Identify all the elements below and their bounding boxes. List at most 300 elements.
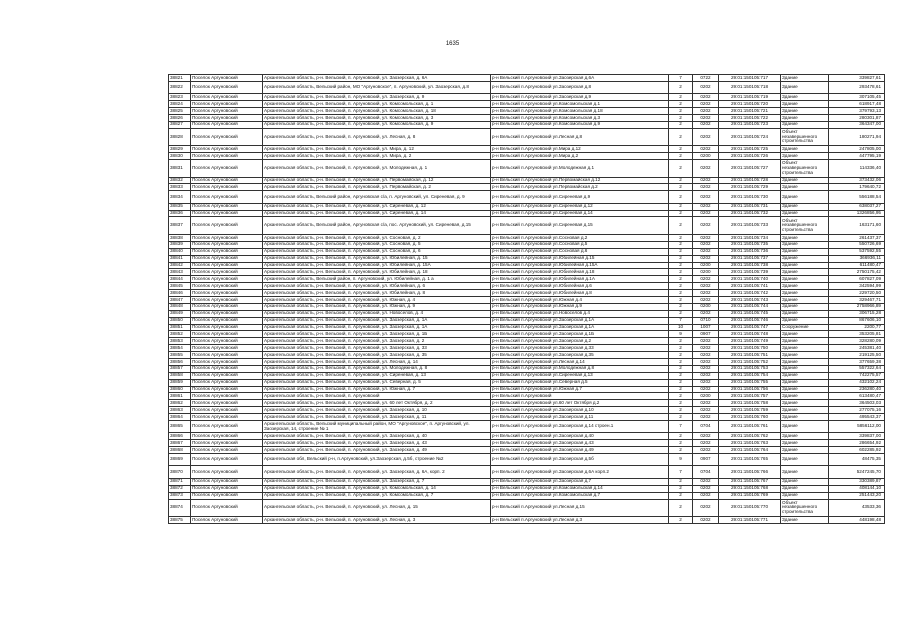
short-address-cell: р-н Вельский п.Аргуновский ул.Лесная д.14: [491, 359, 669, 366]
cadastral-number-cell: 29:01:150105:750: [719, 345, 781, 352]
row-id-cell: 38870: [169, 466, 191, 478]
group-cell: 2: [669, 310, 693, 317]
address-cell: Архангельская область, р-н. Вельский, п. Аргуновский: [263, 393, 491, 400]
subgroup-cell: 0202: [693, 210, 719, 217]
subgroup-cell: 0202: [693, 146, 719, 153]
cadastral-value-cell: 339827,61: [829, 75, 885, 82]
settlement-cell: Поселок Аргуновский: [191, 108, 263, 115]
object-type-cell: Здание: [781, 153, 829, 160]
row-id-cell: 38840: [169, 248, 191, 255]
cadastral-value-cell: 330389,87: [829, 478, 885, 485]
cadastral-value-cell: 306715,28: [829, 310, 885, 317]
table-row: [169, 75, 885, 82]
object-type-cell: Здание: [781, 121, 829, 128]
short-address-cell: р-н Вельский п.Аргуновский ул.Комсомольская д.7: [491, 492, 669, 499]
cadastral-number-cell: 29:01:150105:738: [719, 262, 781, 269]
short-address-cell: р-н Вельский п.Аргуновский ул.Первомайская д.12: [491, 177, 669, 184]
cadastral-value-cell: 342594,99: [829, 283, 885, 290]
table-row: [169, 191, 885, 203]
settlement-cell: Поселок Аргуновский: [191, 338, 263, 345]
object-type-cell: Здание: [781, 414, 829, 421]
object-type-cell: Здание: [781, 269, 829, 276]
subgroup-cell: 0202: [693, 386, 719, 393]
cadastral-value-cell: 364347,00: [829, 121, 885, 128]
object-type-cell: Здание: [781, 359, 829, 366]
settlement-cell: Поселок Аргуновский: [191, 81, 263, 93]
object-type-cell: Здание: [781, 94, 829, 101]
cadastral-number-cell: 29:01:150105:768: [719, 485, 781, 492]
subgroup-cell: 0202: [693, 296, 719, 303]
settlement-cell: Поселок Аргуновский: [191, 290, 263, 297]
settlement-cell: Поселок Аргуновский: [191, 248, 263, 255]
object-type-cell: Здание: [781, 101, 829, 108]
row-id-cell: 38824: [169, 101, 191, 108]
settlement-cell: Поселок Аргуновский: [191, 414, 263, 421]
settlement-cell: Поселок Аргуновский: [191, 317, 263, 324]
short-address-cell: р-н Вельский п.Аргуновский ул.Мира д.12: [491, 146, 669, 153]
cadastral-value-cell: 5247245,70: [829, 466, 885, 478]
cadastral-number-cell: 29:01:150105:731: [719, 203, 781, 210]
cadastral-number-cell: 29:01:150105:743: [719, 296, 781, 303]
subgroup-cell: 0202: [693, 352, 719, 359]
subgroup-cell: 0202: [693, 440, 719, 447]
subgroup-cell: 0202: [693, 345, 719, 352]
subgroup-cell: 0202: [693, 447, 719, 454]
table-row: [169, 499, 885, 517]
table-row: [169, 210, 885, 217]
table-row: [169, 177, 885, 184]
table-row: [169, 414, 885, 421]
cadastral-value-cell: 277075,16: [829, 407, 885, 414]
group-cell: 2: [669, 433, 693, 440]
subgroup-cell: 0202: [693, 414, 719, 421]
group-cell: 2: [669, 241, 693, 248]
table-row: [169, 217, 885, 235]
table-row: [169, 184, 885, 191]
cadastral-value-cell: 377659,38: [829, 359, 885, 366]
settlement-cell: Поселок Аргуновский: [191, 184, 263, 191]
cadastral-number-cell: 29:01:150105:742: [719, 290, 781, 297]
short-address-cell: р-н Вельский п.Аргуновский ул.Заозерская д.1А: [491, 324, 669, 331]
cadastral-number-cell: 29:01:150105:728: [719, 177, 781, 184]
table-row: [169, 324, 885, 331]
row-id-cell: 38831: [169, 160, 191, 178]
object-type-cell: Здание: [781, 114, 829, 121]
cadastral-number-cell: 29:01:150105:744: [719, 303, 781, 310]
address-cell: Архангельская область, р-н. Вельский, п. Аргуновский, ул. Юбилейная, д. 8: [263, 290, 491, 297]
address-cell: Архангельская область, р-н. Вельский, п. Аргуновский, ул. Заозерская, д. 2: [263, 338, 491, 345]
object-type-cell: Объект незавершенного строительства: [781, 160, 829, 178]
row-id-cell: 38861: [169, 393, 191, 400]
object-type-cell: Здание: [781, 290, 829, 297]
subgroup-cell: 0907: [693, 331, 719, 338]
cadastral-value-cell: 408144,10: [829, 485, 885, 492]
cadastral-number-cell: 29:01:150105:755: [719, 379, 781, 386]
cadastral-number-cell: 29:01:150105:758: [719, 400, 781, 407]
settlement-cell: Поселок Аргуновский: [191, 75, 263, 82]
cadastral-number-cell: 29:01:150105:747: [719, 324, 781, 331]
short-address-cell: р-н Вельский п.Аргуновский ул.Сиреневая д.15: [491, 217, 669, 235]
object-type-cell: Здание: [781, 203, 829, 210]
subgroup-cell: 0202: [693, 365, 719, 372]
subgroup-cell: 0202: [693, 255, 719, 262]
cadastral-value-cell: 611480,47: [829, 262, 885, 269]
table-row: [169, 372, 885, 379]
address-cell: Архангельская область, р-н. Вельский, п. Аргуновский, ул. Лесная, д. 3: [263, 517, 491, 524]
settlement-cell: Поселок Аргуновский: [191, 466, 263, 478]
cadastral-number-cell: 29:01:150105:749: [719, 338, 781, 345]
group-cell: 7: [669, 466, 693, 478]
cadastral-value-cell: 366936,11: [829, 255, 885, 262]
short-address-cell: р-н Вельский п.Аргуновский ул.Сосновая д.6: [491, 248, 669, 255]
cadastral-value-cell: 236280,40: [829, 386, 885, 393]
cadastral-value-cell: 293478,61: [829, 81, 885, 93]
group-cell: 2: [669, 414, 693, 421]
address-cell: Архангельская область, р-н. Вельский, п. Аргуновский, ул. Заозерская, д. 9: [263, 94, 491, 101]
group-cell: 2: [669, 217, 693, 235]
subgroup-cell: 0202: [693, 372, 719, 379]
table-row: [169, 303, 885, 310]
row-id-cell: 38869: [169, 454, 191, 466]
group-cell: 2: [669, 269, 693, 276]
address-cell: Архангельская область, р-н. Вельский, п. Аргуновский, ул. Первомайская, д. 2: [263, 184, 491, 191]
settlement-cell: Поселок Аргуновский: [191, 433, 263, 440]
row-id-cell: 38854: [169, 345, 191, 352]
address-cell: Архангельская область, р-н. Вельский, п. Аргуновский, ул. Сиреневая, д. 12: [263, 203, 491, 210]
row-id-cell: 38868: [169, 447, 191, 454]
address-cell: Архангельская область, р-н. Вельский, п. Аргуновский, ул. Северная, д. 5: [263, 379, 491, 386]
object-type-cell: Объект незавершенного строительства: [781, 128, 829, 146]
group-cell: 2: [669, 345, 693, 352]
row-id-cell: 38860: [169, 386, 191, 393]
table-row: [169, 440, 885, 447]
object-type-cell: Здание: [781, 386, 829, 393]
row-id-cell: 38872: [169, 485, 191, 492]
short-address-cell: р-н Вельский п.Аргуновский ул.Заозерская д.49: [491, 447, 669, 454]
address-cell: Архангельская область, р-н. Вельский, п. Аргуновский, ул. Сосновая, д. 5: [263, 241, 491, 248]
row-id-cell: 38866: [169, 433, 191, 440]
settlement-cell: Поселок Аргуновский: [191, 234, 263, 241]
row-id-cell: 38842: [169, 262, 191, 269]
table-row: [169, 94, 885, 101]
short-address-cell: р-н Вельский п.Аргуновский ул.Сиреневая д.13: [491, 372, 669, 379]
cadastral-number-cell: 29:01:150105:735: [719, 241, 781, 248]
cadastral-value-cell: 1326856,95: [829, 210, 885, 217]
address-cell: Архангельская область, р-н. Вельский, п. Аргуновский, ул. Заозерская, д. 1А: [263, 317, 491, 324]
cadastral-number-cell: 29:01:150105:766: [719, 466, 781, 478]
settlement-cell: Поселок Аргуновский: [191, 160, 263, 178]
short-address-cell: р-н Вельский п.Аргуновский ул.Мира д.2: [491, 153, 669, 160]
object-type-cell: Здание: [781, 352, 829, 359]
short-address-cell: р-н Вельский п.Аргуновский ул.Заозерская д.6А: [491, 75, 669, 82]
settlement-cell: Поселок Аргуновский: [191, 153, 263, 160]
cadastral-number-cell: 29:01:150105:736: [719, 248, 781, 255]
address-cell: Архангельская область, р-н. Вельский, п. Аргуновский, ул. Мира, д. 12: [263, 146, 491, 153]
address-cell: Архангельская область, Вельский район, Аргуновская с/а, пос. Аргуновский, ул. Сиреневая, д.15: [263, 217, 491, 235]
table-row: [169, 128, 885, 146]
group-cell: 2: [669, 94, 693, 101]
cadastral-number-cell: 29:01:150105:717: [719, 75, 781, 82]
table-row: [169, 255, 885, 262]
row-id-cell: 38836: [169, 210, 191, 217]
subgroup-cell: 0710: [693, 317, 719, 324]
group-cell: 2: [669, 296, 693, 303]
short-address-cell: р-н Вельский п.Аргуновский ул.Заозерская д.6А корп.2: [491, 466, 669, 478]
short-address-cell: р-н Вельский п.Аргуновский ул.Заозерская д.5б: [491, 454, 669, 466]
row-id-cell: 38871: [169, 478, 191, 485]
group-cell: 2: [669, 440, 693, 447]
short-address-cell: р-н Вельский п.Аргуновский ул.Юбилейная д.15А: [491, 262, 669, 269]
row-id-cell: 38873: [169, 492, 191, 499]
group-cell: 2: [669, 153, 693, 160]
object-type-cell: Здание: [781, 81, 829, 93]
cadastral-number-cell: 29:01:150105:763: [719, 440, 781, 447]
address-cell: Архангельская область, р-н. Вельский, п. Аргуновский, ул. Лесная, д. 15: [263, 499, 491, 517]
settlement-cell: Поселок Аргуновский: [191, 379, 263, 386]
settlement-cell: Поселок Аргуновский: [191, 359, 263, 366]
group-cell: 2: [669, 262, 693, 269]
table-row: [169, 454, 885, 466]
address-cell: Архангельская область, р-н. Вельский, п. Аргуновский, ул. Южная, д. 9: [263, 303, 491, 310]
table-row: [169, 234, 885, 241]
subgroup-cell: 0704: [693, 466, 719, 478]
object-type-cell: Здание: [781, 241, 829, 248]
subgroup-cell: 0202: [693, 338, 719, 345]
cadastral-number-cell: 29:01:150105:723: [719, 121, 781, 128]
table-row: [169, 269, 885, 276]
subgroup-cell: 0704: [693, 421, 719, 433]
object-type-cell: Здание: [781, 447, 829, 454]
settlement-cell: Поселок Аргуновский: [191, 283, 263, 290]
subgroup-cell: 0202: [693, 400, 719, 407]
group-cell: 2: [669, 203, 693, 210]
row-id-cell: 38825: [169, 108, 191, 115]
group-cell: 2: [669, 485, 693, 492]
row-id-cell: 38844: [169, 276, 191, 283]
row-id-cell: 38822: [169, 81, 191, 93]
row-id-cell: 38867: [169, 440, 191, 447]
table-row: [169, 114, 885, 121]
table-row: [169, 283, 885, 290]
row-id-cell: 38829: [169, 146, 191, 153]
row-id-cell: 38850: [169, 317, 191, 324]
settlement-cell: Поселок Аргуновский: [191, 345, 263, 352]
object-type-cell: Здание: [781, 146, 829, 153]
cadastral-value-cell: 537592,55: [829, 248, 885, 255]
row-id-cell: 38821: [169, 75, 191, 82]
subgroup-cell: 0202: [693, 276, 719, 283]
group-cell: 2: [669, 128, 693, 146]
cadastral-value-cell: 2750175,42: [829, 269, 885, 276]
cadastral-value-cell: 163171,60: [829, 217, 885, 235]
object-type-cell: Здание: [781, 407, 829, 414]
page-number: 1635: [445, 41, 460, 47]
cadastral-number-cell: 29:01:150105:719: [719, 94, 781, 101]
cadastral-value-cell: 179640,72: [829, 184, 885, 191]
short-address-cell: р-н Вельский п.Аргуновский ул.Сиреневая д.9: [491, 191, 669, 203]
table-row: [169, 517, 885, 524]
short-address-cell: р-н Вельский п.Аргуновский ул.Заозерская д.33: [491, 345, 669, 352]
table-row: [169, 331, 885, 338]
group-cell: 2: [669, 177, 693, 184]
cadastral-number-cell: 29:01:150105:740: [719, 276, 781, 283]
row-id-cell: 38837: [169, 217, 191, 235]
subgroup-cell: 0202: [693, 217, 719, 235]
settlement-cell: Поселок Аргуновский: [191, 191, 263, 203]
address-cell: Архангельская область, р-н. Вельский, п. Аргуновский, ул. Сиреневая, д. 13: [263, 372, 491, 379]
row-id-cell: 38858: [169, 372, 191, 379]
table-row: [169, 478, 885, 485]
settlement-cell: Поселок Аргуновский: [191, 324, 263, 331]
cadastral-value-cell: 5856112,00: [829, 421, 885, 433]
cadastral-number-cell: 29:01:150105:725: [719, 146, 781, 153]
short-address-cell: р-н Вельский п.Аргуновский ул.Сосновая д.2: [491, 234, 669, 241]
settlement-cell: Поселок Аргуновский: [191, 352, 263, 359]
group-cell: 2: [669, 372, 693, 379]
cadastral-number-cell: 29:01:150105:733: [719, 217, 781, 235]
table-row: [169, 433, 885, 440]
subgroup-cell: 0202: [693, 114, 719, 121]
address-cell: Архангельская область, р-н. Вельский, п. Аргуновский, ул. Южная, д. 7: [263, 386, 491, 393]
address-cell: Архангельская область, р-н. Вельский, п. Аргуновский, ул. 60 лет Октября, д. 2: [263, 400, 491, 407]
cadastral-value-cell: 339837,00: [829, 433, 885, 440]
cadastral-value-cell: 180271,94: [829, 128, 885, 146]
cadastral-value-cell: 2200,77: [829, 324, 885, 331]
cadastral-number-cell: 29:01:150105:729: [719, 184, 781, 191]
short-address-cell: р-н Вельский п.Аргуновский ул.Южная д.7: [491, 386, 669, 393]
cadastral-value-cell: 353205,81: [829, 331, 885, 338]
cadastral-value-cell: 247805,00: [829, 146, 885, 153]
address-cell: Архангельская область, Вельский муниципальный район, МО "Аргуновское", п. Аргуновский, ул. Заозерская, 14, строение № 1: [263, 421, 491, 433]
settlement-cell: Поселок Аргуновский: [191, 128, 263, 146]
object-type-cell: Здание: [781, 492, 829, 499]
short-address-cell: р-н Вельский п.Аргуновский ул.Юбилейная д.8: [491, 290, 669, 297]
cadastral-number-cell: 29:01:150105:762: [719, 433, 781, 440]
address-cell: Архангельская область, р-н. Вельский, п. Аргуновский, ул. Заозерская, д. 7: [263, 478, 491, 485]
cadastral-number-cell: 29:01:150105:726: [719, 153, 781, 160]
short-address-cell: р-н Вельский п.Аргуновский ул.60 лет Октября д.2: [491, 400, 669, 407]
subgroup-cell: 0200: [693, 393, 719, 400]
short-address-cell: р-н Вельский п.Аргуновский ул.Молодежная д.1: [491, 160, 669, 178]
address-cell: Архангельская область, р-н. Вельский, п. Аргуновский, ул. Мира, д. 2: [263, 153, 491, 160]
row-id-cell: 38848: [169, 303, 191, 310]
object-type-cell: Сооружение: [781, 324, 829, 331]
subgroup-cell: 0722: [693, 75, 719, 82]
short-address-cell: р-н Вельский п.Аргуновский ул.Лесная д.15: [491, 499, 669, 517]
settlement-cell: Поселок Аргуновский: [191, 94, 263, 101]
group-cell: 7: [669, 317, 693, 324]
settlement-cell: Поселок Аргуновский: [191, 217, 263, 235]
row-id-cell: 38846: [169, 290, 191, 297]
table-row: [169, 345, 885, 352]
cadastral-number-cell: 29:01:150105:746: [719, 317, 781, 324]
cadastral-number-cell: 29:01:150105:751: [719, 352, 781, 359]
group-cell: 2: [669, 255, 693, 262]
group-cell: 2: [669, 499, 693, 517]
settlement-cell: Поселок Аргуновский: [191, 440, 263, 447]
settlement-cell: Поселок Аргуновский: [191, 262, 263, 269]
cadastral-number-cell: 29:01:150105:739: [719, 269, 781, 276]
table-row: [169, 241, 885, 248]
table-row: [169, 108, 885, 115]
settlement-cell: Поселок Аргуновский: [191, 331, 263, 338]
short-address-cell: р-н Вельский п.Аргуновский ул.Заозерская д.7: [491, 478, 669, 485]
object-type-cell: Здание: [781, 262, 829, 269]
subgroup-cell: 0202: [693, 101, 719, 108]
subgroup-cell: 0202: [693, 485, 719, 492]
short-address-cell: р-н Вельский п.Аргуновский ул.Юбилейная д.6: [491, 283, 669, 290]
group-cell: 2: [669, 365, 693, 372]
cadastral-value-cell: 286654,92: [829, 440, 885, 447]
group-cell: 2: [669, 303, 693, 310]
cadastral-number-cell: 29:01:150105:770: [719, 499, 781, 517]
short-address-cell: р-н Вельский п.Аргуновский ул.Заозерская д.9: [491, 94, 669, 101]
cadastral-number-cell: 29:01:150105:727: [719, 160, 781, 178]
subgroup-cell: 0202: [693, 160, 719, 178]
subgroup-cell: 0200: [693, 269, 719, 276]
short-address-cell: р-н Вельский п.Аргуновский ул.Юбилейная д.15: [491, 255, 669, 262]
subgroup-cell: 0202: [693, 283, 719, 290]
object-type-cell: Здание: [781, 303, 829, 310]
row-id-cell: 38843: [169, 269, 191, 276]
cadastral-number-cell: 29:01:150105:756: [719, 386, 781, 393]
address-cell: Архангельская область, р-н. Вельский, п. Аргуновский, ул. Южная, д. 4: [263, 296, 491, 303]
cadastral-number-cell: 29:01:150105:771: [719, 517, 781, 524]
cadastral-number-cell: 29:01:150105:722: [719, 114, 781, 121]
address-cell: Архангельская область, р-н. Вельский, п. Аргуновский, ул. Заозерская, д. 40: [263, 433, 491, 440]
table-row: [169, 359, 885, 366]
address-cell: Архангельская область, р-н. Вельский, п. Аргуновский, ул. Заозерская, д. 35: [263, 352, 491, 359]
cadastral-number-cell: 29:01:150105:745: [719, 310, 781, 317]
group-cell: 2: [669, 146, 693, 153]
short-address-cell: р-н Вельский п.Аргуновский ул.Молодежная д.8: [491, 365, 669, 372]
address-cell: Архангельская область, р-н. Вельский, п. Аргуновский, ул. Комсомольская, д. 1: [263, 101, 491, 108]
table-row: [169, 290, 885, 297]
row-id-cell: 38849: [169, 310, 191, 317]
short-address-cell: р-н Вельский п.Аргуновский ул.Южная д.9: [491, 303, 669, 310]
subgroup-cell: 0202: [693, 359, 719, 366]
group-cell: 2: [669, 184, 693, 191]
row-id-cell: 38845: [169, 283, 191, 290]
subgroup-cell: 1007: [693, 324, 719, 331]
cadastral-number-cell: 29:01:150105:757: [719, 393, 781, 400]
short-address-cell: р-н Вельский п.Аргуновский ул.Лесная д.8: [491, 128, 669, 146]
group-cell: 2: [669, 359, 693, 366]
table-body: [169, 75, 885, 524]
address-cell: Архангельская область, р-н. Вельский, п. Аргуновский, ул. Сиреневая, д. 14: [263, 210, 491, 217]
short-address-cell: р-н Вельский п.Аргуновский ул.Сиреневая д.12: [491, 203, 669, 210]
row-id-cell: 38856: [169, 359, 191, 366]
cadastral-value-cell: 2758966,89: [829, 303, 885, 310]
address-cell: Архангельская область, р-н. Вельский, п. Аргуновский, ул. Юбилейная, д. 6: [263, 283, 491, 290]
table-row: [169, 248, 885, 255]
address-cell: Архангельская область, р-н. Вельский, п. Аргуновский, ул. Комсомольская, д. 18: [263, 108, 491, 115]
object-type-cell: Здание: [781, 255, 829, 262]
cadastral-value-cell: 229720,50: [829, 290, 885, 297]
table-row: [169, 407, 885, 414]
subgroup-cell: 0202: [693, 310, 719, 317]
settlement-cell: Поселок Аргуновский: [191, 276, 263, 283]
subgroup-cell: 0200: [693, 262, 719, 269]
cadastral-value-cell: 245381,40: [829, 345, 885, 352]
cadastral-value-cell: 379793,13: [829, 108, 885, 115]
subgroup-cell: 0202: [693, 128, 719, 146]
cadastral-value-cell: 114336,40: [829, 160, 885, 178]
object-type-cell: Здание: [781, 310, 829, 317]
object-type-cell: Здание: [781, 517, 829, 524]
row-id-cell: 38841: [169, 255, 191, 262]
short-address-cell: р-н Вельский п.Аргуновский ул.Комсомольская д.14: [491, 485, 669, 492]
